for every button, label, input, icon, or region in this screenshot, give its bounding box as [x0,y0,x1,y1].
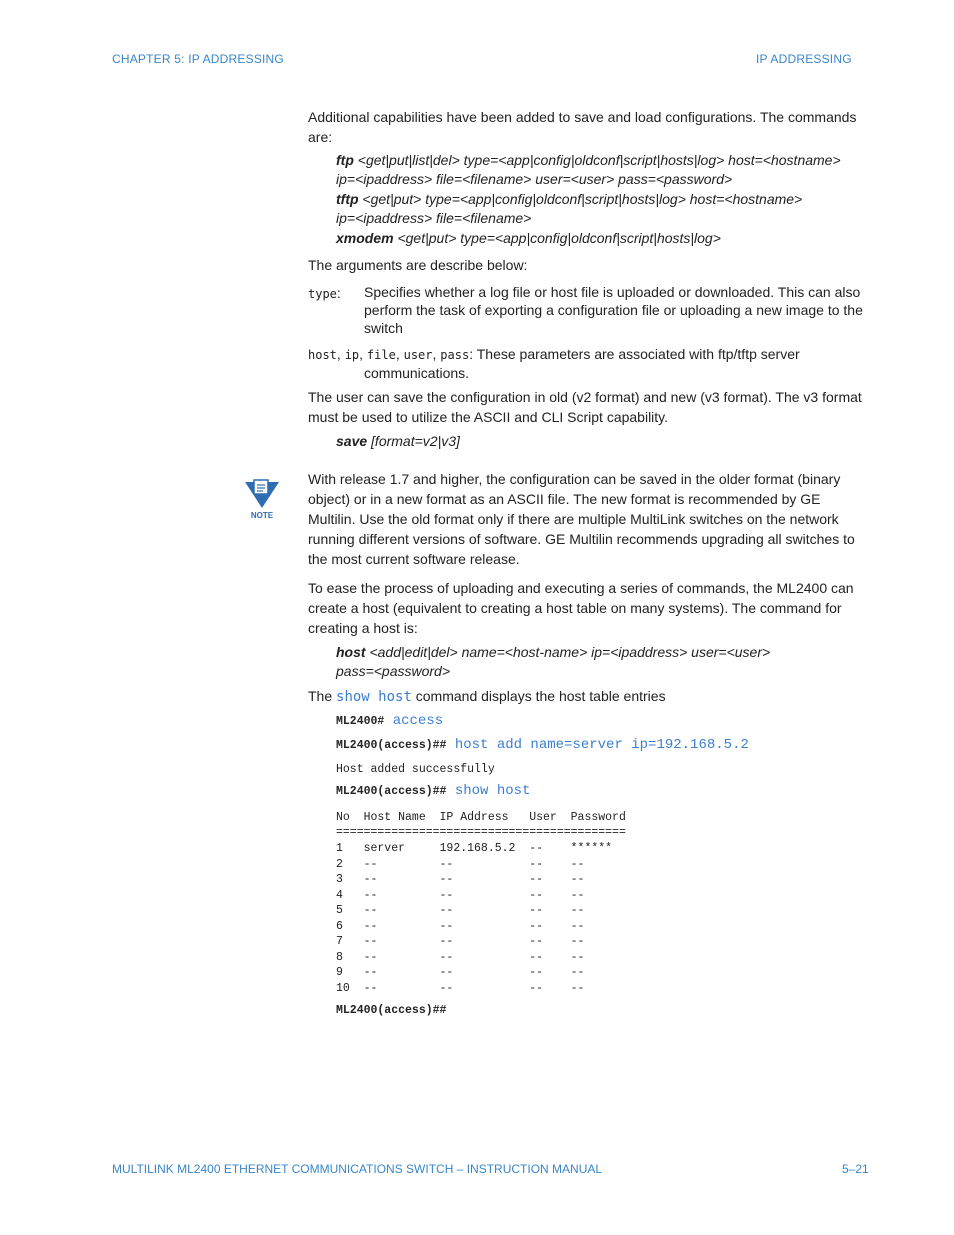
cli-line-1 [336,713,443,729]
cli-prompt: ML2400# [336,715,385,728]
table-row: 3 -- -- -- -- [336,873,585,886]
cli-prompt: ML2400(access)## [336,785,447,798]
pass-term: pass [440,348,470,362]
ftp-command-name: ftp [336,152,354,168]
cli-final-prompt [336,1004,446,1017]
show-host-before: The [308,688,337,704]
host-table-separator: ========================================== [336,826,626,839]
note-text: With release 1.7 and higher, the configuration can be saved in the older format (binary object) or in a new format as an ASCII file. The new format is recommended by GE Multilin. Use the old format only if there are multiple MultiLink switches on the network running different versions of software. GE Multilin recommends upgrading all switches to the most current software release. [308,471,855,567]
ftp-command [336,151,866,189]
cli-input: host add name=server ip=192.168.5.2 [446,737,749,753]
table-row: 7 -- -- -- -- [336,935,585,948]
save-command [336,432,866,451]
table-row: 2 -- -- -- -- [336,857,585,871]
xmodem-command-name: xmodem [336,230,394,246]
cli-line-2 [336,737,749,753]
note-icon-label: NOTE [250,511,274,520]
page-number: 5–21 [842,1162,869,1176]
type-description: Specifies whether a log file or host file is uploaded or downloaded. This can also perform the task of exporting a configuration file or uploading a new image to the switch [364,284,863,336]
host-table-header: No Host Name IP Address User Password [336,811,626,824]
tftp-command-args-cont: ip=<ipaddress> file=<filename> [336,210,532,226]
show-host-after: command displays the host table entries [411,688,666,704]
tftp-command [336,190,866,228]
args-intro: The arguments are describe below: [308,257,528,273]
host-params-definition: host, ip, file, user, pass: These parameters are associated with ftp/tftp server communications. [308,346,800,381]
host-command-name: host [336,644,366,660]
tftp-command-args: <get|put> type=<app|config|oldconf|script|hosts|log> host=<hostname> [358,191,803,207]
section-header: IP ADDRESSING [756,52,852,66]
ftp-command-args-cont: ip=<ipaddress> file=<filename> user=<user> pass=<password> [336,171,733,187]
type-term-colon: : [336,285,341,301]
host-params-description-cont: communications. [364,365,470,381]
ftp-command-args: <get|put|list|del> type=<app|config|oldconf|script|hosts|log> host=<hostname> [353,152,841,168]
cli-input: access [384,713,444,729]
ip-term: ip [344,348,360,362]
table-row: 8 -- -- -- -- [336,950,585,964]
host-term: host [308,348,337,362]
table-row: 1 server 192.168.5.2 -- ****** [336,842,613,855]
show-host-inline-cmd: show host [336,689,412,705]
host-command-args-cont: pass=<password> [336,663,451,679]
cli-response: Host added successfully [336,763,495,776]
cli-prompt: ML2400(access)## [336,739,447,752]
xmodem-command [336,229,866,248]
table-row: 6 -- -- -- -- [336,919,585,933]
table-row: 5 -- -- -- -- [336,904,585,917]
file-term: file [366,348,396,362]
user-term: user [403,348,433,362]
cli-input: show host [446,783,531,799]
cli-prompt: ML2400(access)## [336,1004,447,1017]
save-command-name: save [336,433,368,449]
host-params-description: : These parameters are associated with ftp/tftp server [469,346,800,362]
cli-line-3 [336,783,530,799]
intro-paragraph: Additional capabilities have been added to save and load configurations. The commands are: [308,109,857,145]
chapter-header: CHAPTER 5: IP ADDRESSING [112,52,284,66]
type-term [308,285,341,301]
table-row: 10 -- -- -- -- [336,981,585,995]
host-command [336,643,866,681]
save-paragraph: The user can save the configuration in old (v2 format) and new (v3 format). The v3 format must be used to utilize the ASCII and CLI Script capability. [308,389,862,425]
host-command-args: <add|edit|del> name=<host-name> ip=<ipaddress> user=<user> [365,644,771,660]
table-row: 4 -- -- -- -- [336,888,585,902]
tftp-command-name: tftp [336,191,359,207]
note-icon [243,478,281,520]
type-term-label: type [308,287,337,301]
host-paragraph: To ease the process of uploading and executing a series of commands, the ML2400 can create a host (equivalent to creating a host table on many systems). The command for creating a host is: [308,580,854,636]
xmodem-command-args: <get|put> type=<app|config|oldconf|script|hosts|log> [393,230,721,246]
show-host-paragraph [308,686,868,707]
footer-manual-title: MULTILINK ML2400 ETHERNET COMMUNICATIONS SWITCH – INSTRUCTION MANUAL [112,1162,603,1176]
table-row: 9 -- -- -- -- [336,966,585,979]
save-command-args: [format=v2|v3] [367,433,460,449]
